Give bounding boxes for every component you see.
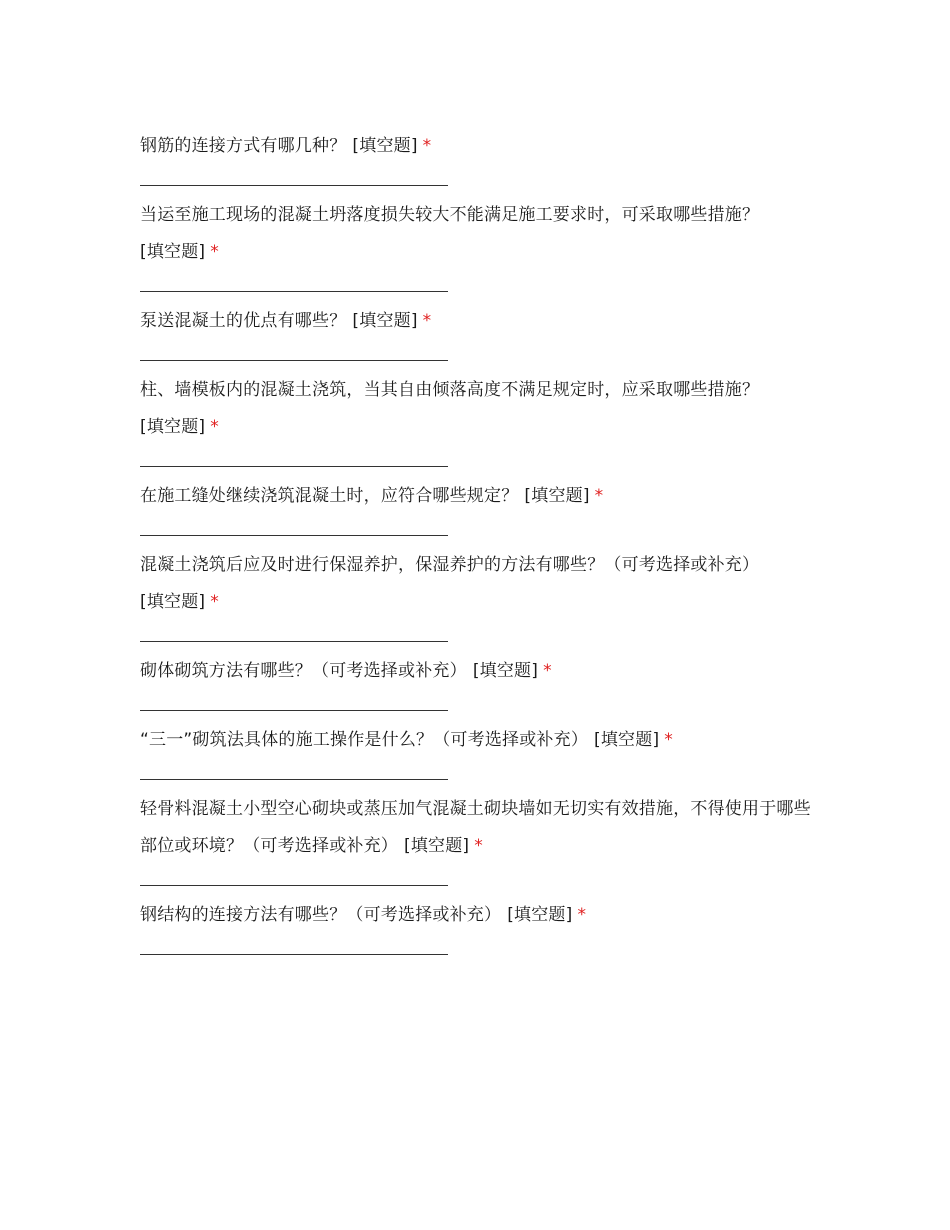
question-type: [填空题] [352, 136, 418, 156]
question-label: 钢筋的连接方式有哪几种？ [140, 136, 347, 156]
question-text [140, 478, 820, 515]
question-label: 砌体砌筑方法有哪些？（可考选择或补充） [140, 661, 467, 681]
required-marker: * [210, 242, 219, 262]
question-text [140, 128, 820, 165]
answer-field[interactable] [140, 759, 448, 780]
question-type: [填空题] [140, 592, 206, 612]
question-type: [填空题] [594, 730, 660, 750]
question-text [140, 547, 820, 621]
required-marker: * [422, 136, 432, 156]
question-label: 轻骨料混凝土小型空心砌块或蒸压加气混凝土砌块墙如无切实有效措施，不得使用于哪些部位或环境？（可考选择或补充） [140, 799, 811, 856]
question-1 [140, 128, 820, 186]
question-type: [填空题] [472, 661, 539, 681]
question-type: [填空题] [140, 417, 206, 437]
question-3 [140, 303, 820, 361]
question-7 [140, 653, 820, 711]
question-8 [140, 722, 820, 780]
required-marker: * [210, 417, 219, 437]
questionnaire [140, 128, 820, 966]
required-marker: * [594, 486, 604, 506]
question-text [140, 722, 820, 759]
answer-field[interactable] [140, 340, 448, 361]
answer-field[interactable] [140, 515, 448, 536]
answer-field[interactable] [140, 934, 448, 955]
question-10 [140, 897, 820, 955]
required-marker: * [543, 661, 552, 681]
question-type: [填空题] [404, 836, 470, 856]
answer-field[interactable] [140, 271, 448, 292]
question-label: 在施工缝处继续浇筑混凝土时，应符合哪些规定？ [140, 486, 519, 506]
question-label: 柱、墙模板内的混凝土浇筑，当其自由倾落高度不满足规定时，应采取哪些措施？ [140, 380, 760, 400]
answer-field[interactable] [140, 446, 448, 467]
question-text [140, 372, 820, 446]
question-6 [140, 547, 820, 642]
answer-field[interactable] [140, 165, 448, 186]
required-marker: * [474, 836, 483, 856]
question-label: 当运至施工现场的混凝土坍落度损失较大不能满足施工要求时，可采取哪些措施？ [140, 205, 760, 225]
question-2 [140, 197, 820, 292]
question-label: 泵送混凝土的优点有哪些？ [140, 311, 347, 331]
required-marker: * [664, 730, 673, 750]
question-text [140, 303, 820, 340]
required-marker: * [210, 592, 219, 612]
question-label: 混凝土浇筑后应及时进行保湿养护，保湿养护的方法有哪些？（可考选择或补充） [140, 555, 760, 575]
answer-field[interactable] [140, 865, 448, 886]
answer-field[interactable] [140, 690, 448, 711]
question-label: 钢结构的连接方法有哪些？（可考选择或补充） [140, 905, 502, 925]
question-5 [140, 478, 820, 536]
question-text [140, 791, 820, 865]
question-label: “三一”砌筑法具体的施工操作是什么？（可考选择或补充） [140, 730, 589, 750]
question-text [140, 653, 820, 690]
question-type: [填空题] [140, 242, 206, 262]
question-4 [140, 372, 820, 467]
required-marker: * [577, 905, 587, 925]
required-marker: * [422, 311, 432, 331]
question-type: [填空题] [524, 486, 590, 506]
question-text [140, 897, 820, 934]
question-type: [填空题] [352, 311, 418, 331]
question-type: [填空题] [507, 905, 573, 925]
answer-field[interactable] [140, 621, 448, 642]
question-9 [140, 791, 820, 886]
question-text [140, 197, 820, 271]
